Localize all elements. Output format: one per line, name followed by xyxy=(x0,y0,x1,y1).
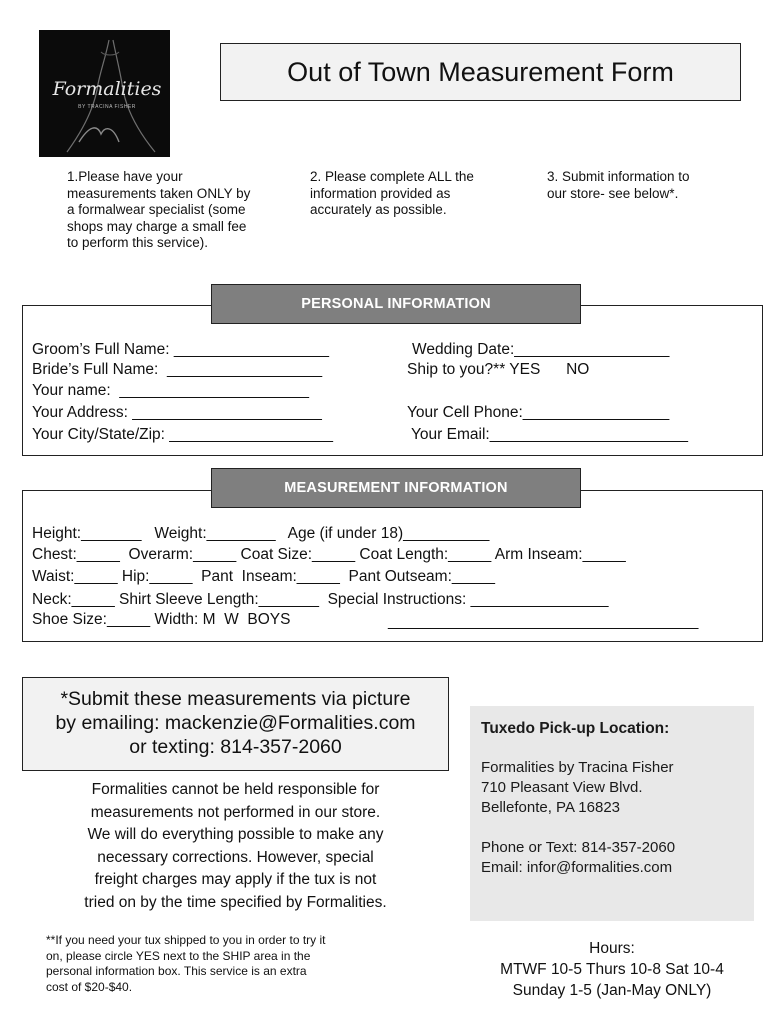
formalities-logo xyxy=(39,30,170,157)
page-title: Out of Town Measurement Form xyxy=(220,43,741,101)
chest-coat-fields[interactable]: Chest:_____ Overarm:_____ Coat Size:_____ Coat Length:_____ Arm Inseam:_____ xyxy=(32,546,626,563)
step-1-line: shops may charge a small fee xyxy=(67,218,247,234)
disclaimer-line: freight charges may apply if the tux is not xyxy=(94,871,377,888)
personal-info-header: PERSONAL INFORMATION xyxy=(211,284,581,324)
hours-title: Hours: xyxy=(589,940,635,957)
pickup-address-line: Formalities by Tracina Fisher xyxy=(481,759,674,776)
wedding-date-field[interactable]: Wedding Date:__________________ xyxy=(412,341,670,358)
disclaimer-line: Formalities cannot be held responsible for xyxy=(91,781,380,798)
step-1-line: a formalwear specialist (some xyxy=(67,202,246,217)
waist-pant-fields[interactable]: Waist:_____ Hip:_____ Pant Inseam:_____ Pant Outseam:_____ xyxy=(32,568,496,585)
step-3-line: our store- see below*. xyxy=(547,185,679,201)
cell-phone-field[interactable]: Your Cell Phone:_________________ xyxy=(407,404,670,421)
shipping-footnote xyxy=(46,933,431,995)
bride-name-field[interactable]: Bride’s Full Name: __________________ xyxy=(32,361,323,378)
submit-line: *Submit these measurements via picture xyxy=(60,688,411,710)
step-2 xyxy=(310,169,540,219)
city-state-zip-field[interactable]: Your City/State/Zip: ___________________ xyxy=(32,426,334,443)
measurement-info-header: MEASUREMENT INFORMATION xyxy=(211,468,581,508)
step-3-line: 3. Submit information to xyxy=(547,169,690,184)
disclaimer-line: tried on by the time specified by Formalities. xyxy=(84,893,387,911)
address-field[interactable]: Your Address: ______________________ xyxy=(32,404,322,421)
neck-sleeve-instructions-fields[interactable]: Neck:_____ Shirt Sleeve Length:_______ Special Instructions: ________________ xyxy=(32,591,609,608)
pickup-address-line: 710 Pleasant View Blvd. xyxy=(481,779,643,796)
footnote-line: cost of $20-$40. xyxy=(46,979,133,994)
disclaimer-line: We will do everything possible to make any xyxy=(87,826,384,843)
step-3 xyxy=(547,169,757,202)
ship-to-you-field[interactable]: Ship to you?** YES NO xyxy=(407,361,590,378)
step-1-line: 1.Please have your xyxy=(67,169,183,184)
shoe-size-width-fields[interactable]: Shoe Size:_____ Width: M W BOYS xyxy=(32,611,291,628)
disclaimer-text xyxy=(22,779,449,914)
step-1 xyxy=(67,169,297,252)
hours-line: MTWF 10-5 Thurs 10-8 Sat 10-4 xyxy=(500,961,724,978)
step-1-line: measurements taken ONLY by xyxy=(67,185,251,201)
logo-brand: Formalities xyxy=(52,78,162,100)
submit-email-line: by emailing: mackenzie@Formalities.com xyxy=(55,712,416,734)
pickup-title: Tuxedo Pick-up Location: xyxy=(481,720,670,737)
special-instructions-line[interactable]: ____________________________________ xyxy=(388,613,699,630)
submit-instructions-box xyxy=(22,677,449,771)
groom-name-field[interactable]: Groom’s Full Name: __________________ xyxy=(32,341,329,358)
pickup-location-box xyxy=(470,706,754,921)
footnote-line: personal information box. This service is an extra xyxy=(46,964,307,978)
step-1-line: to perform this service). xyxy=(67,235,209,250)
submit-text-line: or texting: 814-357-2060 xyxy=(129,736,342,758)
footnote-line: on, please circle YES next to the SHIP area in the xyxy=(46,948,311,963)
pickup-phone: Phone or Text: 814-357-2060 xyxy=(481,839,676,856)
email-field[interactable]: Your Email:_______________________ xyxy=(411,426,688,443)
pickup-email: Email: infor@formalities.com xyxy=(481,859,673,876)
disclaimer-line: measurements not performed in our store. xyxy=(90,803,381,821)
step-2-line: accurately as possible. xyxy=(310,202,447,217)
footnote-line: **If you need your tux shipped to you in order to try it xyxy=(46,933,326,947)
step-2-line: information provided as xyxy=(310,185,451,201)
disclaimer-line: necessary corrections. However, special xyxy=(97,848,374,866)
store-hours xyxy=(470,938,754,1001)
step-2-line: 2. Please complete ALL the xyxy=(310,169,474,184)
pickup-address-line: Bellefonte, PA 16823 xyxy=(481,799,620,816)
logo-tagline: BY TRACINA FISHER xyxy=(78,104,136,110)
hours-line: Sunday 1-5 (Jan-May ONLY) xyxy=(512,982,712,999)
your-name-field[interactable]: Your name: ______________________ xyxy=(32,382,309,399)
height-weight-age-fields[interactable]: Height:_______ Weight:________ Age (if under 18)__________ xyxy=(32,525,490,542)
